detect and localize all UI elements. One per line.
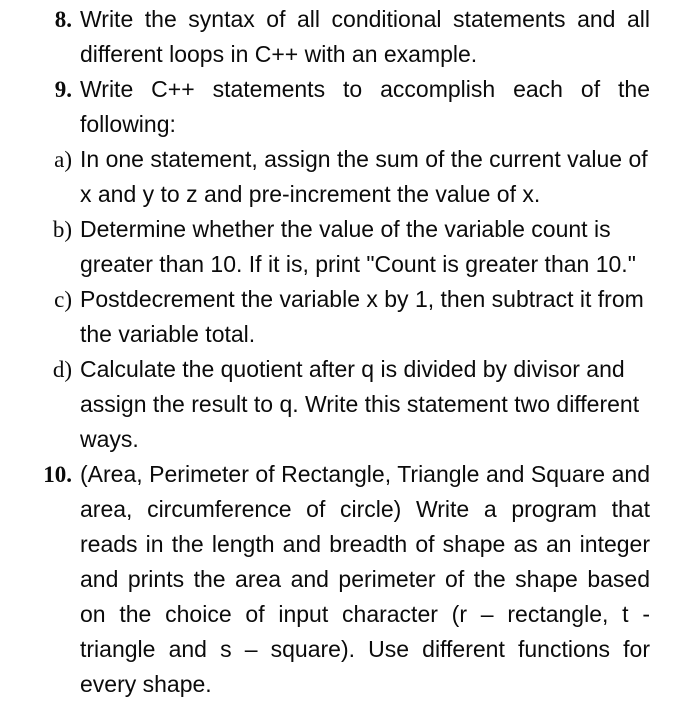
question-item bbox=[0, 72, 700, 142]
item-marker: a) bbox=[54, 147, 72, 172]
sub-question-item bbox=[0, 282, 700, 352]
sub-question-item bbox=[0, 352, 700, 457]
item-marker: 8. bbox=[54, 7, 72, 32]
item-marker: 9. bbox=[54, 77, 72, 102]
question-item bbox=[0, 457, 700, 702]
item-text: Write the syntax of all conditional statements and all different loops in C++ with an example. bbox=[80, 6, 650, 67]
sub-question-item bbox=[0, 212, 700, 282]
item-marker: d) bbox=[52, 357, 72, 382]
item-text: Determine whether the value of the variable count is greater than 10. If it is, print "Count is greater than 10." bbox=[80, 216, 636, 277]
item-marker: b) bbox=[52, 217, 72, 242]
question-item bbox=[0, 2, 700, 72]
item-marker: c) bbox=[54, 287, 72, 312]
item-text: (Area, Perimeter of Rectangle, Triangle and Square and area, circumference of circle) Write a program that reads in the length and breadth of shape as an integer and prints the area and perimeter of the shape based on the choice of input character (r – rectangle, t - triangle and s – square). Use different functions for every shape. bbox=[80, 461, 650, 697]
item-text: In one statement, assign the sum of the current value of x and y to z and pre-increment the value of x. bbox=[80, 146, 648, 207]
item-text: Postdecrement the variable x by 1, then subtract it from the variable total. bbox=[80, 286, 644, 347]
sub-question-item bbox=[0, 142, 700, 212]
item-text: Write C++ statements to accomplish each of the following: bbox=[80, 76, 650, 137]
item-marker: 10. bbox=[43, 462, 72, 487]
item-text: Calculate the quotient after q is divided by divisor and assign the result to q. Write this statement two different ways. bbox=[80, 356, 640, 452]
